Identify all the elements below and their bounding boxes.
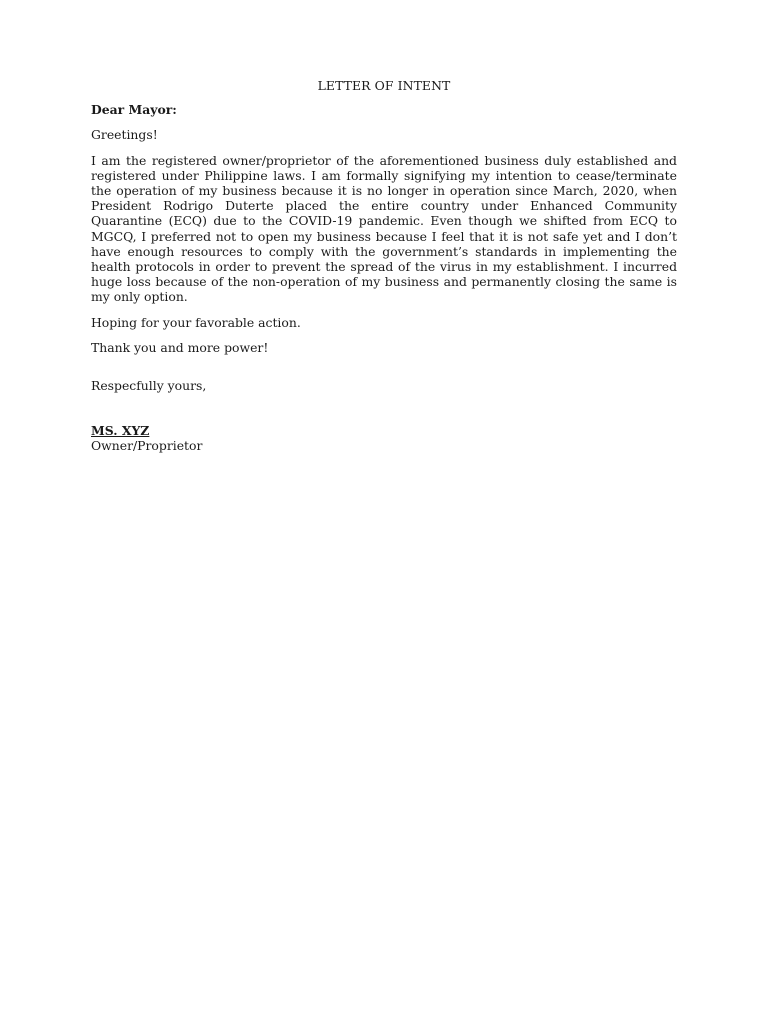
greeting: Greetings! bbox=[91, 127, 158, 143]
closing-line: Respecfully yours, bbox=[91, 378, 207, 394]
letter-title: LETTER OF INTENT bbox=[317, 78, 451, 93]
body-paragraph: I am the registered owner/proprietor of the aforementioned business duly established and registered under Philippine laws. I am formally signifying my intention to cease/terminate the operation of my business because it is no longer in operation since March, 2020, when President Rodrigo Duterte placed the entire country under Enhanced Community Quarantine (ECQ) due to the COVID-19 pandemic. Even though we shifted from ECQ to MGCQ, I preferred not to open my business because I feel that it is not safe yet and I don’t have enough resources to comply with the government’s standards in implementing the health protocols in order to prevent the spread of the virus in my establishment. I incurred huge loss because of the non-operation of my business and permanently closing the same is my only option. bbox=[91, 152, 677, 305]
signatory-title: Owner/Proprietor bbox=[91, 438, 203, 454]
letter-body bbox=[91, 78, 677, 454]
hoping-line: Hoping for your favorable action. bbox=[91, 314, 301, 330]
salutation: Dear Mayor: bbox=[91, 102, 177, 118]
signatory-name: MS. XYZ bbox=[91, 423, 150, 439]
thanks-line: Thank you and more power! bbox=[91, 339, 269, 355]
